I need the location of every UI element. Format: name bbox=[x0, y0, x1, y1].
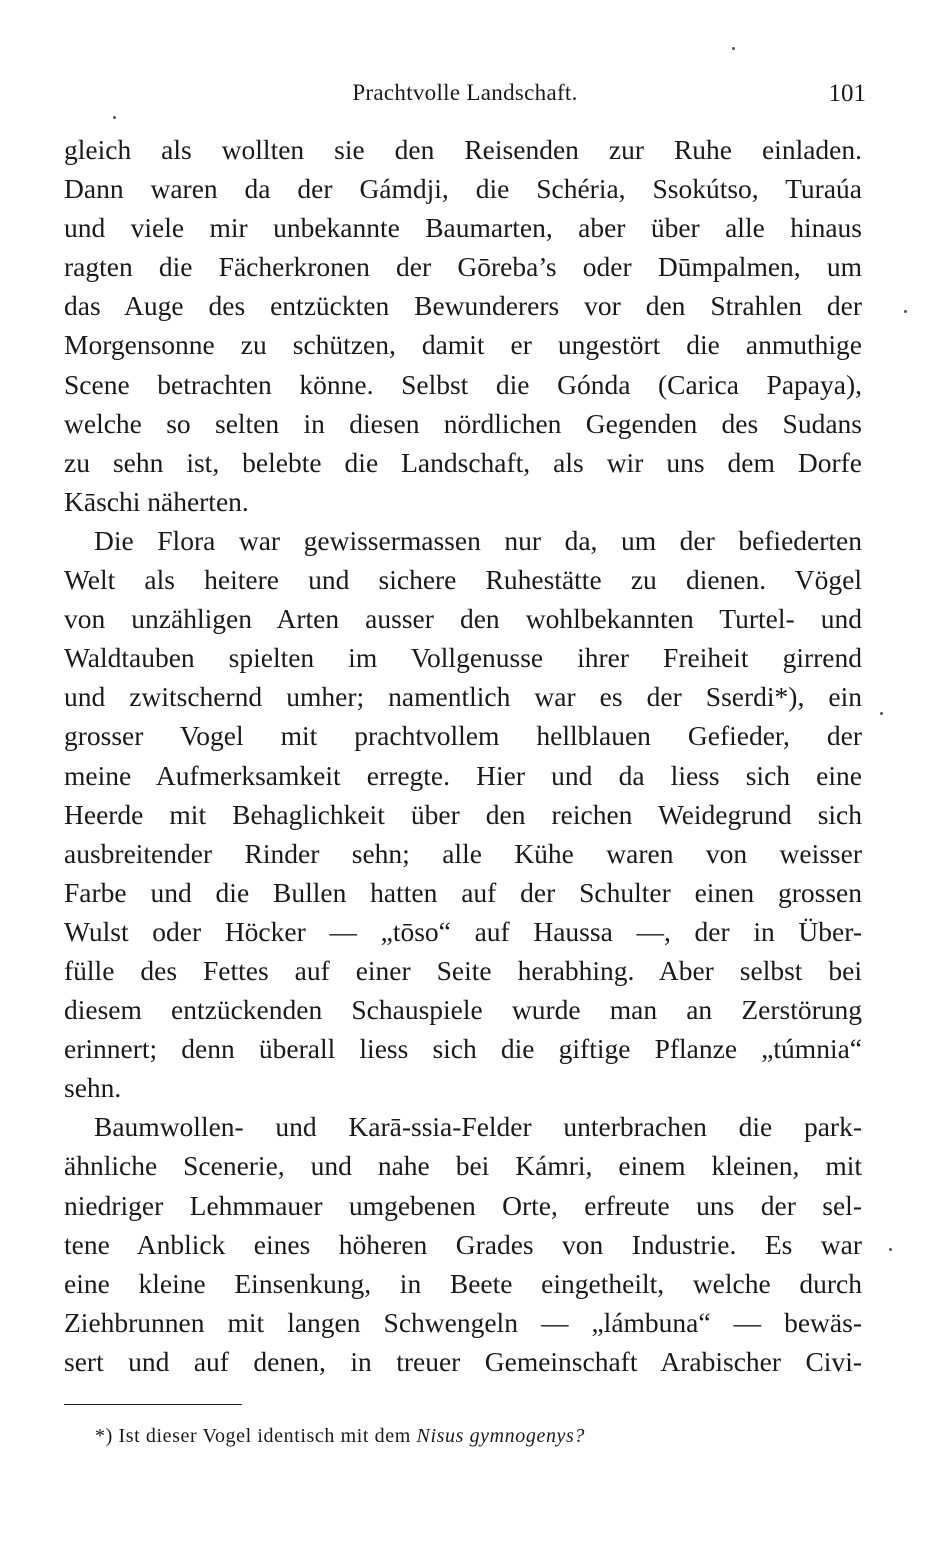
page-number: 101 bbox=[828, 80, 866, 107]
text-line: zu sehn ist, belebte die Landschaft, als wir uns dem Dorfe bbox=[64, 446, 862, 478]
text-line: Morgensonne zu schützen, damit er ungestört die anmuthige bbox=[64, 329, 862, 361]
print-speck bbox=[889, 1248, 892, 1251]
text-line: und viele mir unbekannte Baumarten, aber über alle hinaus bbox=[64, 212, 862, 244]
text-line: Ziehbrunnen mit langen Schwengeln — „lámbuna“ — bewäs- bbox=[64, 1306, 862, 1338]
print-speck bbox=[113, 116, 116, 119]
text-line: Heerde mit Behaglichkeit über den reichen Weidegrund sich bbox=[64, 798, 862, 830]
running-head bbox=[64, 80, 866, 114]
text-line: Dann waren da der Gámdji, die Schéria, Ssokútso, Turaúa bbox=[64, 173, 862, 205]
text-line: von unzähligen Arten ausser den wohlbekannten Turtel- und bbox=[64, 603, 862, 635]
text-line: Wulst oder Höcker — „tōso“ auf Haussa —, der in Über- bbox=[64, 915, 862, 947]
text-line: Welt als heitere und sichere Ruhestätte zu dienen. Vögel bbox=[64, 564, 862, 596]
text-line: ähnliche Scenerie, und nahe bei Kámri, einem kleinen, mit bbox=[64, 1150, 862, 1182]
text-line: tene Anblick eines höheren Grades von Industrie. Es war bbox=[64, 1228, 862, 1260]
paragraph-2 bbox=[64, 521, 862, 1107]
text-line: grosser Vogel mit prachtvollem hellblauen Gefieder, der bbox=[64, 720, 862, 752]
footnote bbox=[95, 1425, 855, 1448]
text-line: Farbe und die Bullen hatten auf der Schulter einen grossen bbox=[64, 876, 862, 908]
text-line: sert und auf denen, in treuer Gemeinschaft Arabischer Civi- bbox=[64, 1345, 862, 1377]
text-line: Waldtauben spielten im Vollgenusse ihrer Freiheit girrend bbox=[64, 642, 862, 674]
text-line: niedriger Lehmmauer umgebenen Orte, erfreute uns der sel- bbox=[64, 1189, 862, 1221]
text-line: Die Flora war gewissermassen nur da, um der befiederten bbox=[94, 524, 862, 556]
paragraph-1 bbox=[64, 130, 862, 521]
text-line: Kāschi näherten. bbox=[64, 485, 249, 517]
text-line: eine kleine Einsenkung, in Beete eingetheilt, welche durch bbox=[64, 1267, 862, 1299]
text-line: diesem entzückenden Schauspiele wurde man an Zerstörung bbox=[64, 994, 862, 1026]
text-line: sehn. bbox=[64, 1072, 122, 1104]
text-line: meine Aufmerksamkeit erregte. Hier und da liess sich eine bbox=[64, 759, 862, 791]
print-speck bbox=[732, 47, 735, 50]
print-speck bbox=[880, 712, 883, 715]
paragraph-3 bbox=[64, 1107, 862, 1381]
text-line: ausbreitender Rinder sehn; alle Kühe waren von weisser bbox=[64, 837, 862, 869]
text-line: gleich als wollten sie den Reisenden zur Ruhe einladen. bbox=[64, 134, 862, 165]
footnote-marker: *) bbox=[95, 1425, 113, 1447]
text-line: fülle des Fettes auf einer Seite herabhing. Aber selbst bei bbox=[64, 954, 862, 986]
text-line: und zwitschernd umher; namentlich war es der Sserdi*), ein bbox=[64, 681, 862, 713]
text-line: das Auge des entzückten Bewunderers vor den Strahlen der bbox=[64, 290, 862, 322]
footnote-rule bbox=[64, 1404, 242, 1405]
text-line: ragten die Fächerkronen der Gōreba’s oder Dūmpalmen, um bbox=[64, 251, 862, 283]
running-title: Prachtvolle Landschaft. bbox=[352, 80, 578, 105]
footnote-species: Nisus gymnogenys? bbox=[416, 1425, 586, 1447]
text-line: Baumwollen- und Karā-ssia-Felder unterbrachen die park- bbox=[94, 1111, 862, 1143]
body-text bbox=[64, 130, 862, 1381]
print-speck bbox=[904, 310, 907, 313]
text-line: erinnert; denn überall liess sich die giftige Pflanze „túmnia“ bbox=[64, 1033, 862, 1065]
text-line: welche so selten in diesen nördlichen Gegenden des Sudans bbox=[64, 407, 862, 439]
footnote-text: Ist dieser Vogel identisch mit dem bbox=[118, 1425, 411, 1447]
text-line: Scene betrachten könne. Selbst die Gónda (Carica Papaya), bbox=[64, 368, 862, 400]
